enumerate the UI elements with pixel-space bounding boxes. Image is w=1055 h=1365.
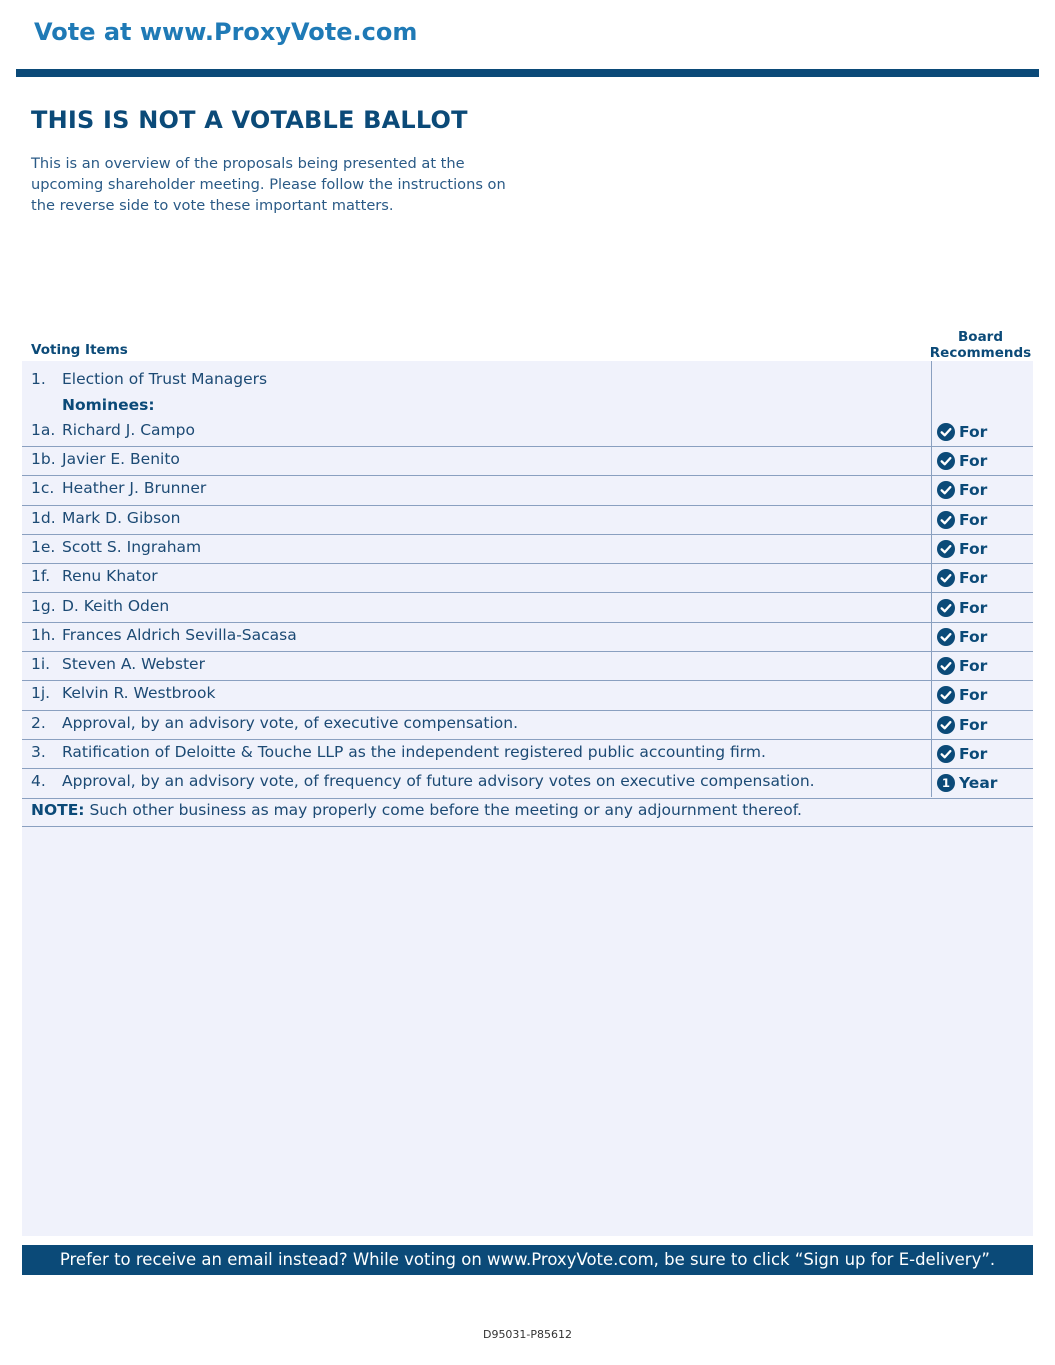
board-recommendation	[937, 452, 987, 470]
voting-item-row	[22, 475, 1033, 505]
recommendation-text: For	[959, 452, 988, 470]
board-recommendation	[937, 423, 987, 441]
item-number: 1f.	[31, 567, 51, 586]
item-number: 1g.	[31, 596, 56, 615]
item-number: 2.	[31, 713, 46, 732]
item-number: 1d.	[31, 508, 56, 527]
board-recommendation	[937, 657, 987, 675]
board-recommends-line2: Recommends	[929, 345, 1032, 361]
board-recommendation	[937, 745, 987, 763]
check-circle-icon	[937, 481, 955, 499]
voting-item-row	[22, 651, 1033, 681]
note-row	[22, 797, 1033, 827]
voting-item-row	[22, 710, 1033, 740]
item-label: Mark D. Gibson	[62, 508, 181, 527]
proxyvote-link[interactable]: Vote at www.ProxyVote.com	[34, 18, 418, 46]
item-label: Javier E. Benito	[62, 450, 180, 468]
item-number: 4.	[31, 772, 46, 791]
item-label: Approval, by an advisory vote, of executive compensation.	[62, 713, 519, 732]
check-circle-icon	[937, 628, 955, 646]
item-label: Ratification of Deloitte & Touche LLP as the independent registered public accounting firm.	[62, 743, 766, 761]
check-circle-icon	[937, 745, 955, 763]
check-circle-icon	[937, 452, 955, 470]
item-label: Renu Khator	[62, 567, 158, 586]
board-recommendation	[937, 511, 987, 529]
board-recommendation	[937, 628, 987, 646]
recommendation-text: For	[959, 539, 988, 558]
check-circle-icon	[937, 540, 955, 558]
voting-item-row	[22, 534, 1033, 564]
svg-text:1: 1	[941, 776, 951, 791]
item-number: 1h.	[31, 625, 56, 644]
board-recommendation	[937, 774, 997, 792]
item-number: 1.	[31, 370, 46, 388]
nominees-label: Nominees:	[62, 396, 155, 414]
item-label: Steven A. Webster	[62, 655, 205, 674]
note-label: NOTE:	[31, 801, 85, 819]
item-label: D. Keith Oden	[62, 596, 170, 615]
recommendation-text: For	[959, 481, 988, 500]
board-recommendation	[937, 686, 987, 704]
item-number: 1i.	[31, 655, 51, 674]
check-circle-icon	[937, 569, 955, 587]
check-circle-icon	[937, 423, 955, 441]
voting-item-row	[22, 446, 1033, 476]
voting-item-row	[22, 739, 1033, 769]
item-label: Heather J. Brunner	[62, 479, 207, 498]
e-delivery-banner: Prefer to receive an email instead? While voting on www.ProxyVote.com, be sure to click “Sign up for E-delivery”.	[22, 1245, 1033, 1275]
voting-item-row	[22, 680, 1033, 710]
board-recommends-header	[928, 329, 1033, 361]
voting-item-row	[22, 622, 1033, 652]
header-rule	[16, 69, 1039, 77]
note-text	[31, 801, 802, 819]
voting-item-row	[22, 563, 1033, 593]
voting-item-row	[22, 593, 1033, 623]
recommendation-text: For	[959, 569, 988, 588]
item-number: 1j.	[31, 684, 51, 703]
recommendation-text: For	[959, 715, 988, 734]
document-id: D95031-P85612	[482, 1328, 573, 1341]
recommendation-text: For	[959, 686, 988, 705]
voting-items-header: Voting Items	[31, 342, 128, 358]
item-number: 1e.	[31, 537, 56, 556]
page-title: THIS IS NOT A VOTABLE BALLOT	[31, 106, 468, 134]
item-label: Frances Aldrich Sevilla-Sacasa	[62, 625, 297, 644]
item-number: 3.	[31, 743, 46, 761]
item-number: 1b.	[31, 450, 56, 468]
recommendation-text: For	[959, 745, 988, 763]
board-recommendation	[937, 540, 987, 558]
item-label: Election of Trust Managers	[62, 370, 268, 388]
recommendation-text: For	[959, 510, 988, 529]
voting-item-row	[22, 505, 1033, 535]
voting-item-row	[22, 419, 1033, 447]
item-label: Approval, by an advisory vote, of frequency of future advisory votes on executive compensation.	[62, 772, 815, 791]
item-label: Scott S. Ingraham	[62, 537, 202, 556]
board-recommendation	[937, 716, 987, 734]
item-number: 1c.	[31, 479, 55, 498]
check-circle-icon	[937, 599, 955, 617]
recommendation-text: For	[959, 423, 988, 441]
check-circle-icon	[937, 657, 955, 675]
note-body: Such other business as may properly come before the meeting or any adjournment thereof.	[84, 801, 802, 819]
board-recommendation	[937, 569, 987, 587]
item-number: 1a.	[31, 421, 56, 439]
recommendation-text: For	[959, 657, 988, 676]
check-circle-icon	[937, 716, 955, 734]
recommendation-text: For	[959, 627, 988, 646]
recommendation-text: For	[959, 598, 988, 617]
voting-item-row	[22, 768, 1033, 798]
board-recommends-line1: Board	[958, 329, 1003, 345]
item-label: Richard J. Campo	[62, 421, 195, 439]
item-label: Kelvin R. Westbrook	[62, 684, 216, 703]
intro-text: This is an overview of the proposals being presented at the upcoming shareholder meeting. Please follow the instructions on the reverse side to vote these important matters.	[31, 155, 506, 214]
recommendation-text: Year	[959, 774, 998, 793]
board-recommendation	[937, 481, 987, 499]
board-recommendation	[937, 599, 987, 617]
number-one-circle-icon	[937, 774, 955, 792]
check-circle-icon	[937, 686, 955, 704]
check-circle-icon	[937, 511, 955, 529]
